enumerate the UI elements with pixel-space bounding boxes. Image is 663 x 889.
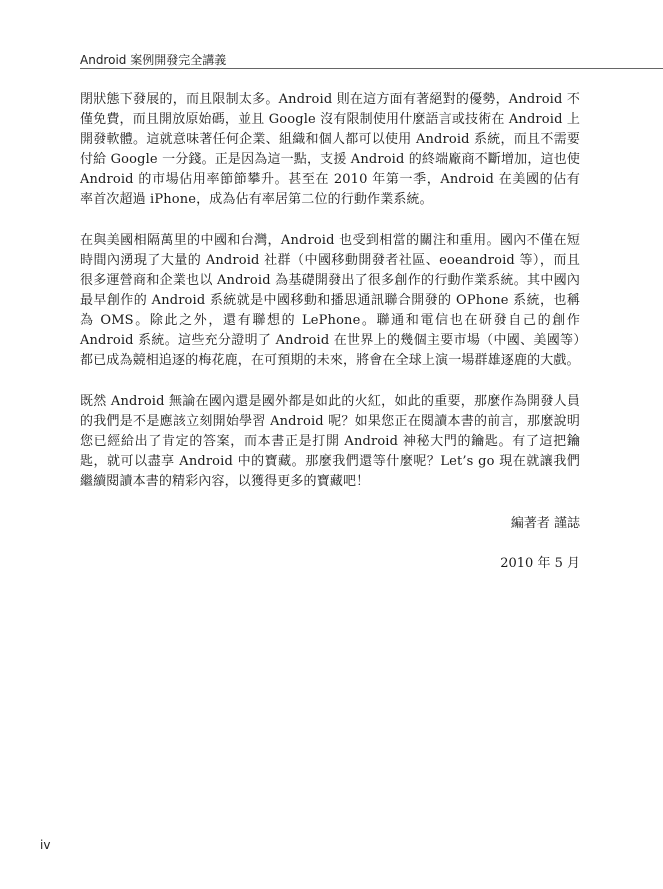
book-title: Android 案例開發完全講義 (80, 53, 227, 67)
page-number: iv (40, 838, 51, 852)
paragraph: 閉狀態下發展的，而且限制太多。Android 則在這方面有著絕對的優勢，Android 不僅免費，而且開放原始碼，並且 Google 沒有限制使用什麼語言或技術在 Android 上開發軟體。這就意味著任何企業、組織和個人都可以使用 Android 系統，而且不需要付給 Google 一分錢。正是因為這一點，支援 Android 的終端廠商不斷增加，這也使 Android 的市場佔用率節節攀升。甚至在 2010 年第一季，Android 在美國的佔有率首次超過 iPhone，成為佔有率居第二位的行動作業系統。 (80, 92, 580, 207)
signature-date: 2010 年 5 月 (500, 556, 580, 571)
paragraph: 既然 Android 無論在國內還是國外都是如此的火紅，如此的重要，那麼作為開發人員的我們是不是應該立刻開始學習 Android 呢？如果您正在閱讀本書的前言，那麼說明您已經給出了肯定的答案，而本書正是打開 Android 神秘大門的鑰匙。有了這把鑰匙，就可以盡享 Android 中的寶藏。那麼我們還等什麼呢？Let’s go 現在就讓我們繼續閱讀本書的精彩內容，以獲得更多的寶藏吧！ (80, 394, 580, 489)
signature-author: 編著者 謹誌 (510, 516, 580, 531)
paragraph: 在與美國相隔萬里的中國和台灣，Android 也受到相當的關注和重用。國內不僅在短時間內湧現了大量的 Android 社群（中國移動開發者社區、eoeandroid 等），而且很多運營商和企業也以 Android 為基礎開發出了很多創作的行動作業系統。其中國內最早創作的 Android 系統就是中國移動和播思通訊聯合開發的 OPhone 系統，也稱為 OMS。除此之外，還有聯想的 LePhone。聯通和電信也在研發自己的創作 Android 系統。這些充分證明了 Android 在世界上的幾個主要市場（中國、美國等）都已成為競相追逐的梅花鹿，在可預期的未來，將會在全球上演一場群雄逐鹿的大戲。 (80, 233, 580, 368)
body-text (80, 90, 580, 513)
header-rule (80, 68, 663, 69)
running-header (80, 54, 663, 70)
